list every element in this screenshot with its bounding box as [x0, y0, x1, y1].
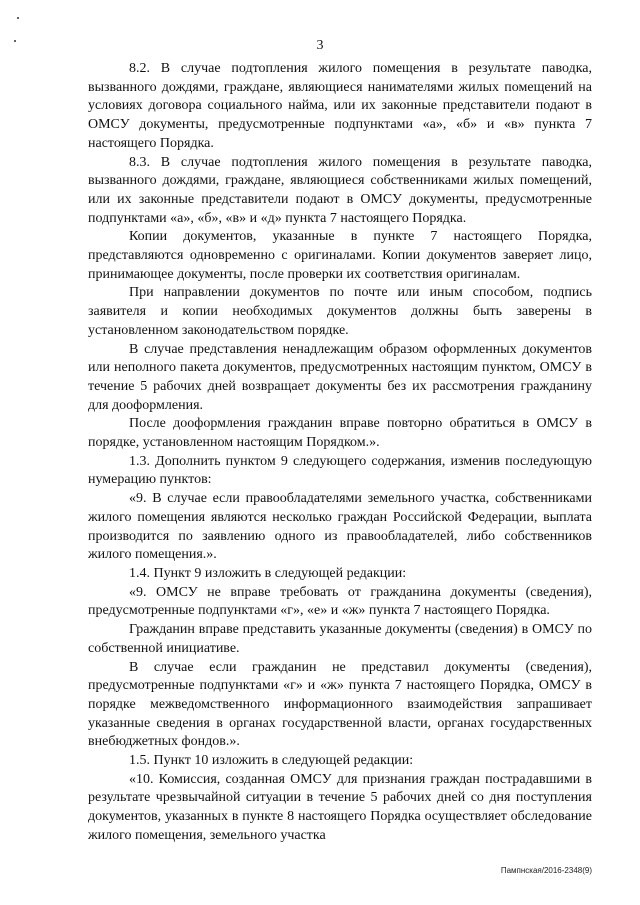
paragraph-9-new: «9. В случае если правообладателями земельного участка, собственниками жилого помещения являются несколько граждан Российской Федерации, выплата производится по заявлению одного из правообладателей, либо собственников жилого помещения.».: [88, 491, 592, 563]
paragraph-8-3: 8.3. В случае подтопления жилого помещения в результате паводка, вызванного дождями, граждане, являющиеся собственниками жилых помещений, или их законные представители подают в ОМСУ документы, предусмотренные подпунктами «а», «б», «в» и «д» пункта 7 настоящего Порядка.: [88, 154, 592, 226]
paragraph-1-5: 1.5. Пункт 10 изложить в следующей редакции:: [129, 753, 414, 769]
paragraph-interagency: В случае если гражданин не представил документы (сведения), предусмотренные подпунктами «г» и «ж» пункта 7 настоящего Порядка, ОМСУ в порядке межведомственного информационного взаимодействия запрашивает указанные сведения в органах государственной власти, органах государственных внебюджетных фондов.».: [88, 659, 592, 750]
document-body: [88, 60, 592, 846]
paragraph-10: «10. Комиссия, созданная ОМСУ для признания граждан пострадавшими в результате чрезвычайной ситуации в течение 5 рабочих дней со дня поступления документов, указанных в пункте 8 настоящего Порядка осуществляет обследование жилого помещения, земельного участка: [88, 771, 592, 843]
paragraph-9-omsu: «9. ОМСУ не вправе требовать от гражданина документы (сведения), предусмотренные подпунктами «г», «е» и «ж» пункта 7 настоящего Порядка.: [88, 584, 592, 619]
paragraph-improper: В случае представления ненадлежащим образом оформленных документов или неполного пакета документов, предусмотренных настоящим пунктом, ОМСУ в течение 5 рабочих дней возвращает документы без их рассмотрения гражданину для дооформления.: [88, 341, 592, 413]
paragraph-copies: Копии документов, указанные в пункте 7 настоящего Порядка, представляются одновременно с оригиналами. Копии документов заверяет лицо, принимающее документы, после проверки их соответствия оригиналам.: [88, 229, 592, 282]
paragraph-1-3: 1.3. Дополнить пунктом 9 следующего содержания, изменив последующую нумерацию пунктов:: [88, 453, 592, 488]
paragraph-1-4: 1.4. Пункт 9 изложить в следующей редакции:: [129, 565, 407, 581]
paragraph-8-2: 8.2. В случае подтопления жилого помещения в результате паводка, вызванного дождями, граждане, являющиеся нанимателями жилых помещений на условиях договора социального найма, или их законные представители подают в ОМСУ документы, предусмотренные подпунктами «а», «б» и «в» пункта 7 настоящего Порядка.: [88, 61, 592, 151]
page-number: 3: [316, 38, 324, 53]
paragraph-mail: При направлении документов по почте или иным способом, подпись заявителя и копии необходимых документов должны быть заверены в установленном законодательством порядке.: [88, 285, 592, 338]
paragraph-reapply: После дооформления гражданин вправе повторно обратиться в ОМСУ в порядке, установленном настоящим Порядком.».: [88, 416, 592, 451]
scan-speck: [17, 17, 19, 19]
document-code: Пампнская/2016-2348(9): [500, 866, 592, 875]
paragraph-initiative: Гражданин вправе представить указанные документы (сведения) в ОМСУ по собственной инициативе.: [88, 622, 592, 656]
